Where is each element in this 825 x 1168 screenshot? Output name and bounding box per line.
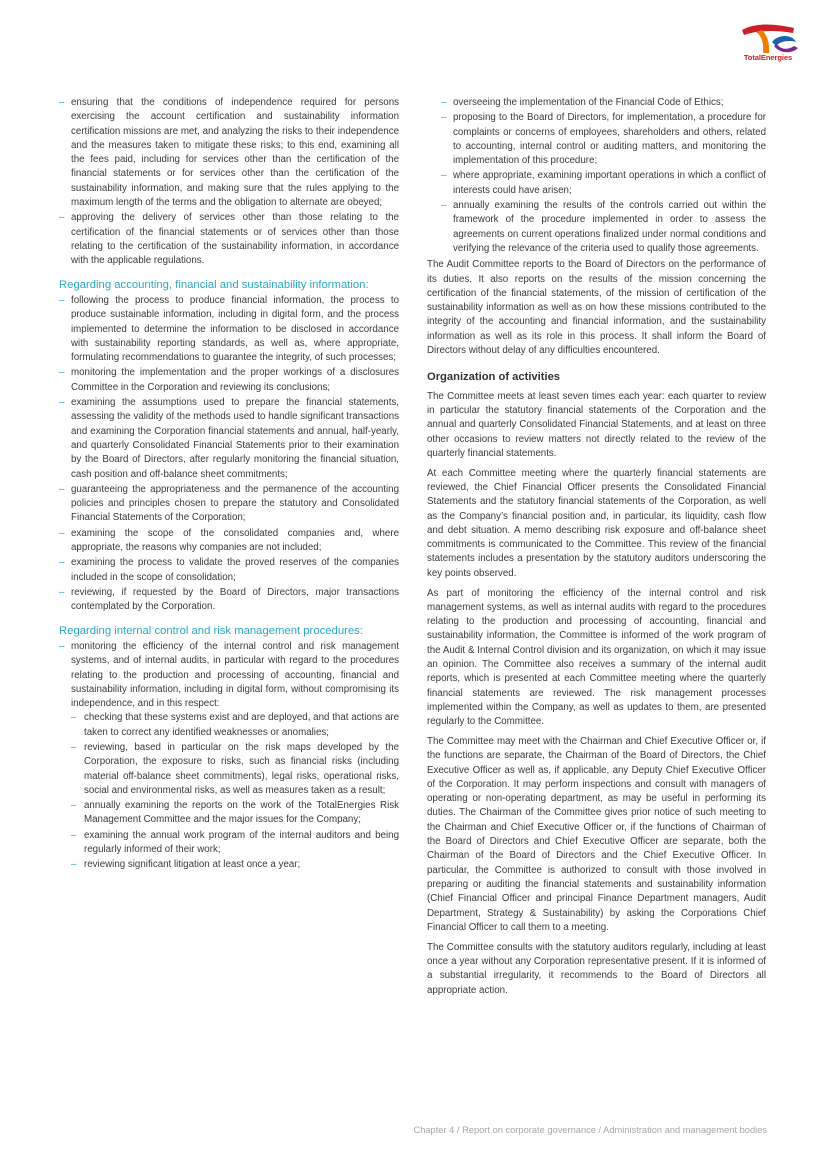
- internal-control-list: [59, 640, 399, 873]
- list-item: – overseeing the implementation of the Financial Code of Ethics;: [427, 96, 766, 110]
- sub-list-item: – reviewing, based in particular on the risk maps developed by the Corporation, the exposure to risks, such as financial risks (including material off-balance sheet commitments), legal risks, operational risks, social and environmental risks, as well as measures taken as a result;: [71, 741, 399, 798]
- logo-brand-text: TotalEnergies: [743, 53, 793, 62]
- list-item: – annually examining the results of the controls carried out within the framework of the procedure implemented in order to assess the agreements on current operations finalized under normal conditions and verifying the relevance of the criteria used to qualify those agreements.: [427, 199, 766, 256]
- logo-swoosh-blue: [772, 36, 796, 46]
- report-paragraph: The Audit Committee reports to the Board of Directors on the performance of its duties. It also reports on the results of the mission concerning the certification of the financial statements, of the mission of certification of the sustainability information as well as on how these missions contributed to the integrity of the accounting and financial information, and the sustainability information as well as its role in this process. It shall inform the Board of Directors without delay of any difficulties encountered.: [427, 259, 766, 357]
- list-item: – approving the delivery of services other than those relating to the certification of the financial statements or of services other than those relating to the certification of the sustainability information, in accordance with the applicable regulations.: [59, 211, 399, 268]
- page-footer-breadcrumb: Chapter 4 / Report on corporate governance / Administration and management bodies: [413, 1125, 767, 1135]
- organization-paragraph: At each Committee meeting where the quarterly financial statements are reviewed, the Chief Financial Officer presents the Consolidated Financial Statements and the statutory financial statements of the Corporation, as well as the Company’s financial position and, in particular, its liquidity, cash flow and debt situation. A memo describing risk exposure and off-balance sheet commitments is communicated to the Committee. This review of the financial statements includes a presentation by the statutory auditors underscoring the key points observed.: [427, 467, 766, 579]
- logo-swoosh-purple: [774, 44, 798, 52]
- list-item: – ensuring that the conditions of independence required for persons exercising the account certification and sustainability information certification missions are met, and analyzing the risks to their independence and the measures taken to mitigate these risks; to this end, examining all the fees paid, including for services other than the certification of the financial statements or for services other than the certification of the sustainability information, and making sure that the rules applying to the maximum length of the terms and the obligation to alternate are obeyed;: [59, 96, 399, 210]
- logo-swoosh-red: [742, 25, 794, 36]
- list-item: – monitoring the implementation and the proper workings of a disclosures Committee in the Corporation and reviewing its conclusions;: [59, 366, 399, 395]
- list-item: [59, 640, 399, 873]
- totalenergies-logo-mark: [736, 22, 800, 56]
- right-column: [427, 96, 766, 1003]
- internal-control-sublist: [71, 711, 399, 872]
- totalenergies-logo: [736, 22, 800, 70]
- internal-control-heading: Regarding internal control and risk management procedures:: [59, 624, 363, 637]
- list-item: – guaranteeing the appropriateness and the permanence of the accounting policies and principles chosen to prepare the statutory and Consolidated Financial Statements of the Corporation;: [59, 483, 399, 526]
- list-item: – examining the assumptions used to prepare the financial statements, assessing the validity of the methods used to handle significant transactions and examining the Corporation financial statements and annual, half-yearly, and quarterly Consolidated Financial Statements prior to their examination by the Board of Directors, after regularly monitoring the financial situation, cash position and off-balance sheet commitments;: [59, 396, 399, 482]
- internal-control-item-text: monitoring the efficiency of the internal control and risk management systems, and of internal audits, in particular with regard to the procedures relating to the production and processing of accounting, financial and sustainability information, including in digital form, without compromising its independence, and in this respect:: [71, 640, 399, 710]
- list-item: – following the process to produce financial information, the process to produce sustainable information, including in digital form, and the process implemented to determine the information to be disclosed in accordance with sustainability reporting standards, as well as, where appropriate, formulating recommendations to guarantee the integrity, of such processes;: [59, 294, 399, 365]
- logo-swoosh-orange: [756, 30, 769, 53]
- accounting-heading: Regarding accounting, financial and sustainability information:: [59, 278, 369, 291]
- accounting-list: [59, 294, 399, 615]
- organization-paragraph: The Committee consults with the statutory auditors regularly, including at least once a year without any Corporation representative present. If it is informed of a substantial irregularity, it recommends to the Board of Directors all appropriate action.: [427, 941, 766, 996]
- sub-list-item: – annually examining the reports on the work of the TotalEnergies Risk Management Committee and the major issues for the Company;: [71, 799, 399, 828]
- list-item: – reviewing, if requested by the Board of Directors, major transactions contemplated by the Corporation.: [59, 586, 399, 615]
- left-column: [59, 96, 399, 874]
- sub-list-item: – examining the annual work program of the internal auditors and being regularly informed of their work;: [71, 829, 399, 858]
- organization-heading: Organization of activities: [427, 371, 561, 384]
- list-item: – proposing to the Board of Directors, for implementation, a procedure for complaints or concerns of employees, shareholders and others, related to accounting, internal control or auditing matters, and monitoring the implementation of this procedure;: [427, 111, 766, 168]
- intro-list: [59, 96, 399, 269]
- organization-paragraph: As part of monitoring the efficiency of the internal control and risk management systems, as well as internal audits with regard to the procedures relating to the production and processing of accounting, financial and sustainability information, the Committee is informed of the work program of the Audit & Internal Control division and its organization, on which it may issue an opinion. The Committee also receives a summary of the internal audit reports, which is presented at each Committee meeting where the quarterly financial statements are reviewed. The risk management processes implemented within the Company, as well as updates to them, are presented regularly to the Committee.: [427, 587, 766, 728]
- list-item: – examining the process to validate the proved reserves of the companies included in the scope of consolidation;: [59, 556, 399, 585]
- list-item: – where appropriate, examining important operations in which a conflict of interests could have arisen;: [427, 169, 766, 198]
- sub-list-item: – reviewing significant litigation at least once a year;: [71, 858, 399, 872]
- continued-list: [427, 96, 766, 256]
- sub-list-item: – checking that these systems exist and are deployed, and that actions are taken to correct any identified weaknesses or anomalies;: [71, 711, 399, 740]
- organization-paragraph: The Committee meets at least seven times each year: each quarter to review in particular the statutory financial statements of the Corporation and the annual and quarterly Consolidated Financial Statements, and at least on three other occasions to review matters not directly related to the review of the quarterly financial statements.: [427, 390, 766, 459]
- organization-paragraph: The Committee may meet with the Chairman and Chief Executive Officer or, if the functions are separate, the Chairman of the Board of Directors, the Chief Executive Officer as well as, if applicable, any Deputy Chief Executive Officer of the Corporation. It may perform inspections and consult with managers of operating or non-operating department, as may be useful in performing its duties. The Chairman of the Committee gives prior notice of such meeting to the Chairman and Chief Executive Officer or, if the functions of Chairman of the Board of Directors and Chief Executive Officer are separate, both the Chairman of the Board of Directors and the Chief Executive Officer. In particular, the Committee is authorized to consult with those involved in preparing or auditing the financial statements and sustainability information (Chief Financial Officer and principal Finance Department managers, Audit Department, Strategy & Sustainability) by asking the Corporations Chief Financial Officer to call them to a meeting.: [427, 735, 766, 933]
- list-item: – examining the scope of the consolidated companies and, where appropriate, the reasons why companies are not included;: [59, 527, 399, 556]
